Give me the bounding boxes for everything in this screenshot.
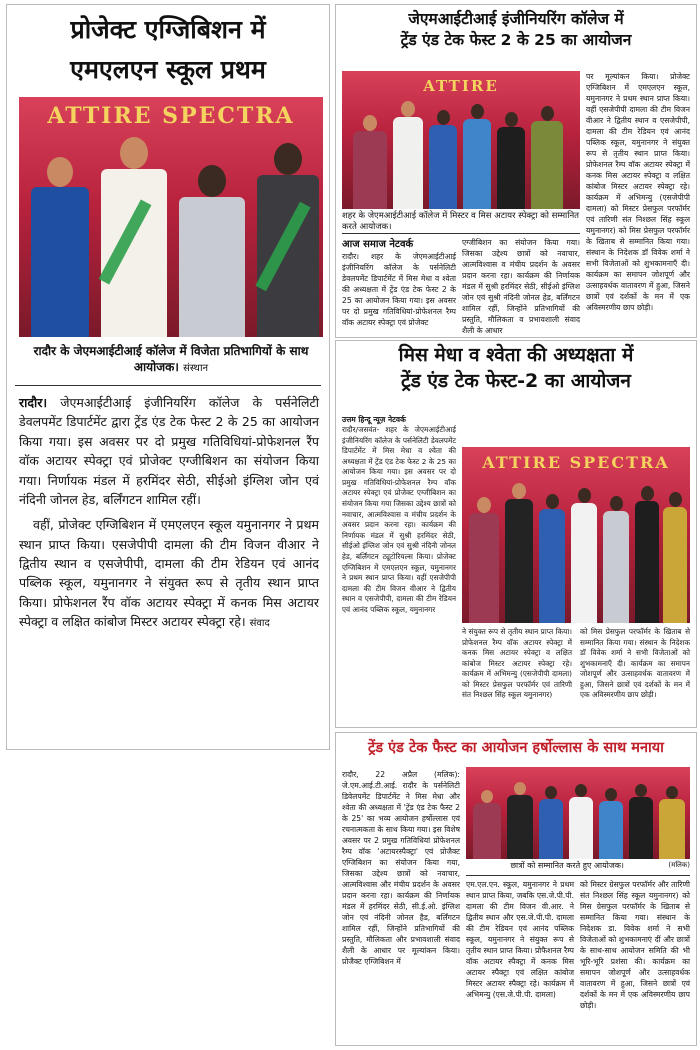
news-clipping-2	[335, 4, 697, 338]
clip3-photo-banner: ATTIRE SPECTRA	[482, 453, 670, 472]
clip2-headline	[336, 9, 696, 51]
news-clipping-1	[6, 4, 330, 750]
clip2-photo	[342, 71, 580, 209]
news-clipping-4	[335, 732, 697, 1046]
clip4-photo	[466, 767, 690, 859]
clip1-para2-credit: संवाद	[249, 618, 270, 630]
clip3-headline	[336, 343, 696, 394]
photo-person	[99, 137, 169, 337]
news-clipping-3	[335, 340, 697, 728]
clip1-para2: वहीं, प्रोजेक्ट एग्जिबिशन में एमएलएन स्कूल यमुनानगर ने प्रथम स्थान प्राप्त किया। एसजेपीपी दामला की टीम विजन वीआर ने द्वितीय स्थान व एसजेपीपी, दामला की टीम रेडियन एवं आनंद पब्लिक स्कूल, यमुनानगर ने संयुक्त रूप से तृतीय स्थान प्राप्त किया। प्रोफेशनल रैंप वॉक अटायर स्पेक्ट्रा में कनक मिस अटायर स्पेक्ट्रा व लक्षित कांबोज मिस्टर अटायर स्पेक्ट्रा रहे।	[19, 517, 319, 630]
clip1-photo	[19, 97, 323, 337]
clip1-photo-banner: ATTIRE SPECTRA	[47, 103, 295, 129]
clip1-body	[19, 393, 319, 632]
clip2-headline-line2: ट्रेंड एंड टेक फेस्ट 2 के 25 का आयोजन	[400, 30, 632, 49]
clip1-para1: जेएमआईटीआई इंजीनियरिंग कॉलेज के पर्सनेलिटी डेवलपमेंट डिपार्टमेंट द्वारा ट्रेंड एंड टेक फेस्ट 2 के 25 का आयोजन किया गया। इस अवसर पर दो प्रमुख गतिविधियां-प्रोफेशनल रैंप वॉक अटायर स्पेक्ट्रा एवं प्रोजेक्ट एग्जीबिशन का संयोजन किया गया। निर्णायक मंडल में हरमिंदर सेठी, सीईओ इंग्लिश जोन एवं नंदिनी जोनल हेड, बर्लिंगटन शामिल रहीं।	[19, 395, 319, 507]
clip2-col-a: रादौर। शहर के जेएमआईटीआई इंजीनियरिंग कॉलेज के पर्सनेलिटी डेवलपमेंट डिपार्टमेंट में मिस मेधा व श्वेता की अध्यक्षता में ट्रेंड एंड टेक फेस्ट 2 के 25 का आयोजन किया गया। इस अवसर पर दो प्रमुख गतिविधियां-प्रोफेशनल रैम्प वॉक अटायर स्पेक्ट्रा एवं प्रोजेक्ट	[342, 252, 456, 327]
photo-person	[255, 143, 321, 337]
photo-person	[29, 157, 91, 337]
clip4-headline-text: ट्रेंड एंड टेक फैस्ट का आयोजन हर्षोल्लास के साथ मनाया	[368, 740, 664, 756]
clip4-col-c: को मिस्टर ग्रेसफुल परफॉर्मर और तारिणी संत निश्छल सिंह स्कूल यमुनानगर) को मिस ग्रेसफुल परफॉर्मर के खिताब से सम्मानित किया गया। संस्थान के निदेशक डा. विवेक शर्मा ने सभी विजेताओं को शुभकामनाएं दीं और छात्रों के साथ-साथ आयोजन समिति की भी भूरि-भूरि प्रशंसा की। कार्यक्रम का समापन जोशपूर्ण और उत्साहवर्धक वातावरण में हुआ, जिसने छात्रों एवं दर्शकों के मन में एक अविस्मरणीय छाप छोड़ी।	[580, 880, 690, 1010]
clip4-caption	[466, 861, 690, 872]
clip1-headline-line1: प्रोजेक्ट एग्जिबिशन में	[70, 15, 266, 44]
clip2-photo-banner: ATTIRE	[423, 77, 499, 95]
clip1-dateline: रादौर।	[19, 395, 48, 410]
clip4-col-a: रादौर, 22 अप्रैल (मलिक): जे.एम.आई.टी.आई. रादौर के पर्सनेलिटी डिवेलपमेंट डिपार्टमेंट ने मिस मेधा और श्वेता की अध्यक्षता में 'ट्रेंड एंड टेक फैस्ट 2 के 25' का भव्य आयोजन हर्षोल्लास एवं रचनात्मकता के साथ किया गया। इस विशेष अवसर पर 2 प्रमुख गतिविधियां प्रोफेशनल रैम्प वॉक 'अटायरस्पैक्ट्रा' एवं प्रोजैक्ट एग्जिबिशन का संयोजन किया गया, जिसका उद्देश्य छात्रों को नवाचार, आत्मविश्वास और मंचीय प्रदर्शन के अवसर प्रदान करना रहा। कार्यक्रम की निर्णायक मंडल में हरमिंदर सेठी, सी.ई.ओ. इंग्लिश जोन एवं नंदिनी जोनल हैड, बर्लिंगटन शामिल रहीं, जिन्होंने प्रतिभागियों की प्रस्तुति, मौलिकता और प्रभावशाली संवाद शैली के आधार पर मूल्यांकन किया। प्रोजैक्ट एग्जिबिशन में	[342, 770, 460, 966]
divider	[15, 385, 321, 386]
clip4-photo-credit: (मलिक)	[668, 861, 690, 869]
clip1-caption-credit: संस्थान	[183, 363, 209, 375]
clip3-col-c: को मिस प्रेसफुल परफॉर्मर के खिताब से सम्मानित किया गया। संस्थान के निदेशक डॉ विवेक शर्मा ने सभी विजेताओं को शुभकामनाएँ दी। कार्यक्रम का समापन जोशपूर्ण और उत्साहवर्धक वातावरण में हुआ, जिसने छात्रों एवं दर्शकों के मन में एक अविस्मरणीय छाप छोड़ी।	[580, 627, 690, 700]
clip2-col-c: पर मूल्यांकन किया। प्रोजेक्ट एग्जिबिशन में एमएलएन स्कूल, यमुनानगर ने प्रथम स्थान प्राप्त किया। वहीं एसजेपीपी दामला की टीम विजन वीआर ने द्वितीय स्थान व एसजेपीपी, दामला की टीम रेडियन एवं आनंद पब्लिक स्कूल, यमुनानगर ने संयुक्त रूप से तृतीय स्थान प्राप्त किया। प्रोफेशनल रैम्प वॉक अटायर स्पेक्ट्रा में कनक मिस अटायर स्पेक्ट्रा व लक्षित कांबोज मिस्टर अटायर स्पेक्ट्रा रहे। कार्यक्रम में अभिमन्यु (एसजेपीपी दामला) को मिस्टर प्रेसफुल परफॉर्मर एवं तारिणी संत निश्छल सिंह स्कूल यमुनानगर) को मिस प्रेसफुल परफॉर्मर के खिताब से सम्मानित किया गया। संस्थान के निदेशक डॉ विवेक शर्मा ने सभी विजेताओं को शुभकामनाएँ दी। कार्यक्रम का समापन जोशपूर्ण और उत्साहवर्धक वातावरण में हुआ, जिसने छात्रों एवं दर्शकों के मन में एक अविस्मरणीय छाप छोड़ी।	[586, 72, 690, 312]
clip3-photo	[462, 447, 690, 623]
clip2-col-b: एग्जीबिशन का संयोजन किया गया। जिसका उद्देश्य छात्रों को नवाचार, आत्मविश्वास व मंचीय प्रदर्शन के अवसर प्रदान करना रहा। कार्यक्रम की निर्णायक मंडल में सुश्री हरमिंदर सेठी, सीईओ इंग्लिश जोन एवं सुश्री नंदिनी जोनल हेड, बर्लिंगटन शामिल रहीं, जिन्होंने प्रतिभागियों की प्रस्तुति, मौलिकता व प्रभावशाली संवाद शैली के आधार	[462, 238, 580, 335]
divider	[466, 875, 690, 876]
clip1-caption	[21, 343, 321, 376]
clip2-caption: शहर के जेएमआईटीआई कॉलेज में मिस्टर व मिस अटायर स्पेक्ट्रा को सम्मानित करते आयोजक।	[342, 211, 580, 233]
clip1-headline	[7, 13, 329, 87]
clip3-col-a: रादौर/जसवंत- शहर के जेएमआईटीआई इंजीनियरिंग कॉलेज के पर्सनेलिटी डेवलपमेंट डिपार्टमेंट में मिस मेधा व श्वेता की अध्यक्षता में ट्रेंड एंड टेक फेस्ट 2 के 25 का आयोजन किया गया। इस अवसर पर दो प्रमुख गतिविधियां-प्रोफेशनल रैम्प वॉक अटायर स्पेक्ट्रा एवं प्रोजेक्ट एग्जीबिशन का संयोजन किया गया जिसका उद्देश्य छात्रों को नवाचार, आत्मविश्वास व मंचीय प्रदर्शन के अवसर प्रदान करना रहा। कार्यक्रम की निर्णायक मंडल में सुश्री हरमिंदर सेठी, सीईओ इंग्लिश जोन एवं सुश्री नंदिनी जोनल हेड, बर्लिंगटन ट्यूटोरियल्स किया। प्रोजेक्ट एग्जिबिशन में एमएलएन स्कूल, यमुनानगर ने प्रथम स्थान प्राप्त किया। वहीं एसजेपीपी दामला की टीम विजन वीआर ने द्वितीय स्थान व एसजेपीपी, दामला की टीम रेडियन एवं आनंद पब्लिक स्कूल, यमुनानगर	[342, 425, 456, 614]
clip4-caption-text: छात्रों को सम्मानित करते हुए आयोजक।	[510, 861, 624, 870]
clip3-headline-line1: मिस मेधा व श्वेता की अध्यक्षता में	[398, 344, 634, 366]
clip1-caption-text: रादौर के जेएमआईटीआई कॉलेज में विजेता प्रतिभागियों के साथ आयोजक।	[33, 344, 309, 375]
clip3-byline: उत्तम हिन्दू न्यूज़ नेटवर्क	[342, 415, 406, 424]
clip4-headline	[336, 739, 696, 759]
photo-person	[177, 165, 247, 337]
clip3-headline-line2: ट्रेंड एंड टेक फेस्ट-2 का आयोजन	[401, 369, 631, 392]
clip2-headline-line1: जेएमआईटीआई इंजीनियरिंग कॉलेज में	[408, 10, 624, 28]
clip1-headline-line2: एमएलएन स्कूल प्रथम	[70, 54, 266, 84]
clip4-col-b: एम.एल.एन. स्कूल, यमुनानगर ने प्रथम स्थान प्राप्त किया, जबकि एस.जे.पी.पी. दामला की टीम विजन वी.आर. ने द्वितीय स्थान और एस.जे.पी.पी. दामला की टीम रेडियन एवं आनंद पब्लिक स्कूल, यमुनानगर ने संयुक्त रूप से तृतीय स्थान प्राप्त किया। प्रोफैशनल रैम्प वॉक अटायर स्पैक्ट्रा में कनक मिस अटायर स्पैक्ट्रा एवं लक्षित कांबोज मिस्टर अटायर स्पैक्ट्रा रहे। कार्यक्रम में अभिमन्यु (एस.जे.पी.पी. दामला)	[466, 880, 574, 999]
clip2-byline: आज समाज नेटवर्क	[342, 239, 414, 250]
divider	[342, 233, 580, 234]
clip3-col-b: ने संयुक्त रूप से तृतीय स्थान प्राप्त किया। प्रोफेशनल रैम्प वॉक अटायर स्पेक्ट्रा में कनक मिस अटायर स्पेक्ट्रा व लक्षित कांबोज मिस्टर अटायर स्पेक्ट्रा रहे। कार्यक्रम में अभिमन्यु (एसजेपीपी दामला) को मिस्टर प्रेसफुल परफॉर्मर एवं तारिणी संत निश्छल सिंह स्कूल यमुनानगर)	[462, 627, 572, 700]
